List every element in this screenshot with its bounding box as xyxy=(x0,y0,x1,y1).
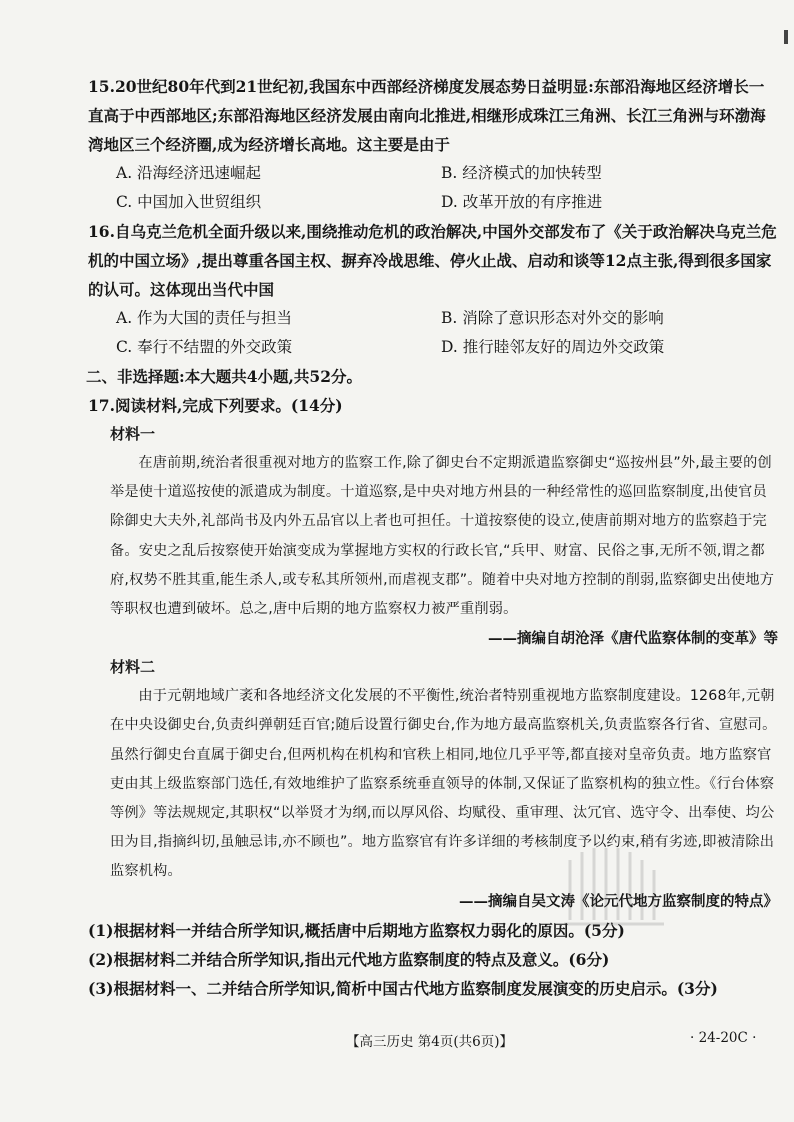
material-2-title: 材料二 xyxy=(110,658,156,677)
watermark-stamp xyxy=(560,840,670,930)
question-16-stem: 16.自乌克兰危机全面升级以来,围绕推动危机的政治解决,中国外交部发布了《关于政治解决乌克兰危机的中国立场》,提出尊重各国主权、摒弃冷战思维、停火止战、启动和谈等12点主张,得到很多国家的认可。这体现出当代中国 xyxy=(88,222,777,299)
option-b[interactable]: B. 消除了意识形态对外交的影响 xyxy=(441,309,664,327)
question-17 xyxy=(88,391,778,1003)
option-c[interactable]: C. 中国加入世贸组织 xyxy=(116,193,262,211)
option-c[interactable]: C. 奉行不结盟的外交政策 xyxy=(116,338,293,356)
option-d[interactable]: D. 改革开放的有序推进 xyxy=(441,193,603,211)
question-15-stem: 15.20世纪80年代到21世纪初,我国东中西部经济梯度发展态势日益明显:东部沿海地区经济增长一直高于中西部地区;东部沿海地区经济发展由南向北推进,相继形成珠江三角洲、长江三角洲与环渤海湾地区三个经济圈,成为经济增长高地。这主要是由于 xyxy=(88,77,766,154)
question-17-title: 17.阅读材料,完成下列要求。(14分) xyxy=(88,396,343,415)
option-a[interactable]: A. 作为大国的责任与担当 xyxy=(116,309,293,327)
material-1-title: 材料一 xyxy=(110,425,156,443)
material-1-body: 在唐前期,统治者很重视对地方的监察工作,除了御史台不定期派遣监察御史“巡按州县”外,最主要的创举是使十道巡按使的派遣成为制度。十道巡察,是中央对地方州县的一种经常性的巡回监察制度,出使官员除御史大夫外,礼部尚书及内外五品官以上者也可担任。十道按察使的设立,使唐前期对地方的监察趋于完备。安史之乱后按察使开始演变成为掌握地方实权的行政长官,“兵甲、财富、民俗之事,无所不领,谓之都府,权势不胜其重,能生杀人,或专私其所领州,而虐视支郡”。随着中央对地方控制的削弱,监察御史出使地方等职权也遭到破坏。总之,唐中后期的地方监察权力被严重削弱。 xyxy=(110,455,775,618)
page-footer xyxy=(0,1024,794,1054)
material-2-body: 由于元朝地域广袤和各地经济文化发展的不平衡性,统治者特别重视地方监察制度建设。1268年,元朝在中央设御史台,负责纠弹朝廷百官;随后设置行御史台,作为地方最高监察机关,负责监察各行省、宣慰司。虽然行御史台直属于御史台,但两机构在机构和官秩上相同,地位几乎平等,都直接对皇帝负责。地方监察官吏由其上级监察部门选任,有效地维护了监察系统垂直领导的体制,又保证了监察机构的独立性。《行台体察等例》等法规规定,其职权“以举贤才为纲,而以厚风俗、均赋役、重审理、汰冗官、选守令、出奉使、均公田为目,指摘纠切,虽触忌讳,亦不顾也”。地方监察官有许多详细的考核制度予以约束,稍有劣迹,即被清除出监察机构。 xyxy=(110,688,777,880)
exam-page xyxy=(88,72,778,1003)
section-title: 二、非选择题:本大题共4小题,共52分。 xyxy=(86,367,362,386)
question-15-options xyxy=(116,159,778,217)
option-d[interactable]: D. 推行睦邻友好的周边外交政策 xyxy=(441,338,665,356)
footer-page-info: 【高三历史 第4页(共6页)】 xyxy=(346,1034,514,1050)
option-b[interactable]: B. 经济模式的加快转型 xyxy=(441,164,602,182)
question-16 xyxy=(88,217,778,362)
sub-question-3: (3)根据材料一、二并结合所学知识,简析中国古代地方监察制度发展演变的历史启示。(3分) xyxy=(88,978,718,998)
footer-code: · 24-20C · xyxy=(690,1030,757,1046)
material-2-source: ——摘编自吴文涛《论元代地方监察制度的特点》 xyxy=(459,892,778,910)
question-16-options xyxy=(116,304,778,362)
option-a[interactable]: A. 沿海经济迅速崛起 xyxy=(116,164,262,182)
sub-question-1: (1)根据材料一并结合所学知识,概括唐中后期地方监察权力弱化的原因。(5分) xyxy=(88,920,625,940)
sub-question-2: (2)根据材料二并结合所学知识,指出元代地方监察制度的特点及意义。(6分) xyxy=(88,949,610,969)
scan-edge-mark xyxy=(784,30,788,44)
question-15 xyxy=(88,72,778,217)
material-1-source: ——摘编自胡沧泽《唐代监察体制的变革》等 xyxy=(488,630,778,648)
